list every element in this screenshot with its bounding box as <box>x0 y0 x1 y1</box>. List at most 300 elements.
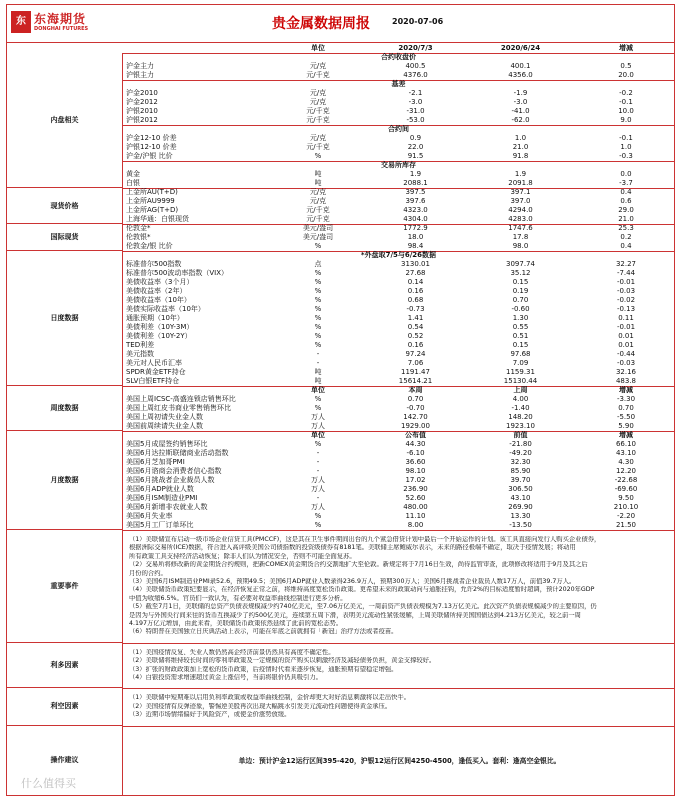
table-row <box>123 287 674 296</box>
current-value: 0.54 <box>407 323 424 331</box>
current-value: 480.00 <box>403 503 428 511</box>
table-row <box>123 233 674 242</box>
previous-value: 32.30 <box>510 458 531 466</box>
metric-name: 美债利差（10Y-3M） <box>126 323 194 331</box>
table-row <box>123 341 674 350</box>
current-value: 400.5 <box>405 62 426 70</box>
change-value: -5.50 <box>616 413 636 421</box>
previous-value: 1923.10 <box>506 422 535 430</box>
table-row <box>123 485 674 494</box>
unit: - <box>316 494 320 502</box>
current-value: 27.68 <box>405 269 426 277</box>
change-value: 483.8 <box>615 377 637 385</box>
category-label: 内盘相关 <box>7 53 123 188</box>
previous-value: 98.0 <box>512 242 529 250</box>
change-value: 32.16 <box>615 368 637 376</box>
previous-value: 397.0 <box>510 197 531 205</box>
column-header <box>123 386 674 395</box>
current-value: 98.10 <box>405 467 426 475</box>
metric-name: TED利差 <box>126 341 155 349</box>
previous-value: 91.8 <box>512 152 529 160</box>
metric-name: 沪金2010 <box>126 89 158 97</box>
change-value: 0.4 <box>620 188 632 196</box>
unit: - <box>316 350 320 358</box>
text-line: 4.197万亿元增加，由此来看，美联储货币政策依然延续了此前的宽松态势。 <box>129 620 343 628</box>
metric-name: 上金所AG(T+D) <box>126 206 179 214</box>
current-value: 4304.0 <box>403 215 428 223</box>
previous-value: 4.00 <box>512 395 529 403</box>
change-value: -0.44 <box>616 350 636 358</box>
column-header-cell: 单位 <box>311 386 325 394</box>
current-value: 0.16 <box>407 341 424 349</box>
current-value: 52.60 <box>405 494 426 502</box>
unit: 吨 <box>314 368 322 376</box>
table-row <box>123 170 674 179</box>
category-label: 月度数据 <box>7 431 123 530</box>
previous-value: -62.0 <box>511 116 530 124</box>
table-row <box>123 503 674 512</box>
current-value: 1.9 <box>409 170 422 178</box>
text-line: 所有政策工具支持经济活动恢复；除非人们认为情况安全，否则不可能全面复苏。 <box>129 552 356 560</box>
previous-value: 4356.0 <box>508 71 533 79</box>
current-value: -53.0 <box>406 116 425 124</box>
current-value: 1.41 <box>407 314 424 322</box>
table-row <box>123 467 674 476</box>
change-value: 0.4 <box>620 242 632 250</box>
table-row <box>123 197 674 206</box>
previous-value: 97.68 <box>510 350 531 358</box>
report-title: 贵金属数据周报 <box>272 16 370 32</box>
change-value: 32.27 <box>615 260 637 268</box>
current-value: 98.4 <box>407 242 424 250</box>
change-value: 0.6 <box>620 197 632 205</box>
current-value: 17.02 <box>405 476 426 484</box>
text-block-bullish <box>123 688 674 725</box>
metric-name: 黄金 <box>126 170 140 178</box>
change-value: 25.3 <box>618 224 634 232</box>
change-value: 0.2 <box>620 233 632 241</box>
change-value: 10.0 <box>618 107 634 115</box>
previous-value: 15130.44 <box>503 377 538 385</box>
metric-name: 沪金12-10 价差 <box>126 134 177 142</box>
unit: % <box>314 323 322 331</box>
change-value: 5.90 <box>618 422 634 430</box>
current-value: 7.06 <box>407 359 424 367</box>
metric-name: 美元对人民币汇率 <box>126 359 182 367</box>
metric-name: 美国上周红皮书商业零售销售环比 <box>126 404 231 412</box>
metric-name: 美债收益率（2年） <box>126 287 187 295</box>
text-line: （2）美联储将维持较长时间的零利率政策及一定规模的资产购买以刺激经济及减轻债务负担，黄金支撑较好。 <box>129 657 436 665</box>
current-value: -0.73 <box>406 305 425 313</box>
current-value: 236.90 <box>403 485 428 493</box>
table-row <box>123 404 674 413</box>
metric-name: SPDR黄金ETF持仓 <box>126 368 186 376</box>
current-value: 1191.47 <box>401 368 430 376</box>
current-value: -2.1 <box>408 89 423 97</box>
table-row <box>123 377 674 386</box>
current-value: 22.0 <box>407 143 424 151</box>
report-page <box>6 4 675 796</box>
table-row <box>123 107 674 116</box>
table-row <box>123 395 674 404</box>
metric-name: 美国5月成屋签约销售环比 <box>126 440 208 448</box>
table-row <box>123 440 674 449</box>
table-row <box>123 512 674 521</box>
metric-name: 伦敦金/银 比价 <box>126 242 173 250</box>
table-row <box>123 368 674 377</box>
current-value: 11.10 <box>405 512 426 520</box>
category-label: 现货价格 <box>7 188 123 224</box>
current-value: 91.5 <box>407 152 424 160</box>
text-line: （1）美联储宣布启动一级市场企业信贷工具(PMCCF)，这是其在卫生事件期间出台的九个紧急借贷计划中最后一个开始运作的计划。该工具直接向发行人购买企业债券， <box>129 536 601 543</box>
metric-name: 美国5月工厂订单环比 <box>126 521 194 529</box>
table-row <box>123 260 674 269</box>
change-value: 9.0 <box>620 116 632 124</box>
table-row <box>123 422 674 431</box>
metric-name: 美债收益率（10年） <box>126 296 191 304</box>
unit: 万人 <box>311 476 325 484</box>
current-value: -31.0 <box>406 107 425 115</box>
table-row <box>123 143 674 152</box>
current-value: 397.5 <box>405 188 426 196</box>
column-header-cell: 本周 <box>408 386 423 394</box>
unit: % <box>314 521 322 529</box>
section-title: 合约收盘价 <box>381 53 416 61</box>
unit: % <box>314 287 322 295</box>
text-block-events <box>123 530 674 643</box>
logo-name-cn: 东海期货 <box>34 12 87 26</box>
metric-name: 美债利差（10Y-2Y） <box>126 332 192 340</box>
logo-mark: 东 <box>11 11 31 33</box>
previous-value: 1159.31 <box>506 368 535 376</box>
table-row <box>123 62 674 71</box>
category-label: 利空因素 <box>7 688 123 725</box>
column-header <box>123 431 674 440</box>
category-label: 周度数据 <box>7 386 123 431</box>
previous-value: -49.20 <box>509 449 532 457</box>
logo-name-en: DONGHAI FUTURES <box>34 26 89 32</box>
change-value: 66.10 <box>615 440 637 448</box>
unit: 万人 <box>311 503 325 511</box>
previous-value: 400.1 <box>510 62 531 70</box>
change-value: 1.0 <box>620 143 632 151</box>
metric-name: 美国前周续请失业金人数 <box>126 422 203 430</box>
change-value: 9.50 <box>618 494 634 502</box>
table-row <box>123 332 674 341</box>
current-value: 0.70 <box>407 395 424 403</box>
current-value: 15614.21 <box>398 377 433 385</box>
table-row <box>123 242 674 251</box>
text-line: （6）特朗普在美国独立日庆典活动上表示，可能在年底之前就拥有「新冠」治疗方法或者疫苗。 <box>129 628 398 636</box>
previous-value: 0.51 <box>512 332 529 340</box>
previous-value: -0.60 <box>511 305 530 313</box>
previous-value: 43.10 <box>510 494 531 502</box>
previous-value: 269.90 <box>508 503 533 511</box>
text-line: （5）截至7月1日，美联储的总资产负债表规模减少约740亿美元，至7.06万亿美元，一周前资产负债表规模为7.13万亿美元。此次资产负债表规模减少的主要原因，仍 <box>129 603 597 611</box>
table-row <box>123 215 674 224</box>
change-value: -0.02 <box>616 296 636 304</box>
advice-text: 单边：预计沪金12运行区间395-420，沪银12运行区间4250-4500，逢低买入。套利：逢高空金银比。 <box>238 756 561 765</box>
unit: % <box>314 512 322 520</box>
category-label: 利多因素 <box>7 643 123 689</box>
unit: - <box>316 458 320 466</box>
text-block-bearish <box>123 643 674 689</box>
category-label: 日度数据 <box>7 251 123 386</box>
change-value: 0.01 <box>618 341 634 349</box>
metric-name: 美债收益率（3个月） <box>126 278 194 286</box>
text-line: （2）美国疫情有反弹迹象，警惕逆美股再次出现大幅跳水引发美元流动性问题使得黄金承压。 <box>129 702 392 710</box>
metric-name: 美元指数 <box>126 350 154 358</box>
current-value: 0.16 <box>407 287 424 295</box>
previous-value: 1747.6 <box>508 224 533 232</box>
change-value: 21.50 <box>615 521 637 529</box>
current-value: 2088.1 <box>403 179 428 187</box>
previous-value: 2091.8 <box>508 179 533 187</box>
table-row <box>123 134 674 143</box>
previous-value: 0.15 <box>512 341 529 349</box>
metric-name: 伦敦金* <box>126 224 151 232</box>
current-value: 36.60 <box>405 458 426 466</box>
change-value: 210.10 <box>613 503 639 511</box>
table-row <box>123 278 674 287</box>
change-value: 4.30 <box>618 458 634 466</box>
unit: % <box>314 440 322 448</box>
unit: 吨 <box>314 170 322 178</box>
table-row <box>123 98 674 107</box>
previous-value: 0.55 <box>512 323 529 331</box>
metric-name: 美国6月芝加哥PMI <box>126 458 185 466</box>
change-value: -0.2 <box>619 89 633 97</box>
section-title: 基差 <box>391 80 406 88</box>
unit: % <box>314 296 322 304</box>
previous-value: 4294.0 <box>508 206 533 214</box>
change-value: 0.70 <box>618 404 634 412</box>
current-value: 1929.00 <box>401 422 430 430</box>
change-value: -3.30 <box>616 395 636 403</box>
text-line: （1）美国疫情反复、失业人数仍然高企经济前景仍然具有高度不确定性。 <box>129 648 335 656</box>
text-line: （4）白银投资需求增速超过黄金上涨信号，当前将银价仍具吸引力。 <box>129 674 322 682</box>
current-value: 1772.9 <box>403 224 428 232</box>
unit: % <box>314 278 322 286</box>
unit: 元/克 <box>309 62 327 70</box>
current-value: 4323.0 <box>403 206 428 214</box>
unit: 吨 <box>314 377 322 385</box>
category-label: 重要事件 <box>7 530 123 643</box>
metric-name: 沪银2010 <box>126 107 158 115</box>
metric-name: 标准普尔500波动率指数（VIX） <box>126 269 229 277</box>
unit: 元/克 <box>309 98 327 106</box>
table-row <box>123 413 674 422</box>
change-value: -0.01 <box>616 323 636 331</box>
unit: 元/千克 <box>306 143 330 151</box>
unit: - <box>316 359 320 367</box>
table-row <box>123 476 674 485</box>
change-value: 12.20 <box>615 467 637 475</box>
previous-value: 0.70 <box>512 296 529 304</box>
table-row <box>123 116 674 125</box>
change-value: -22.68 <box>614 476 638 484</box>
unit: 元/克 <box>309 89 327 97</box>
previous-value: 85.90 <box>510 467 531 475</box>
table-row <box>123 305 674 314</box>
metric-name: 沪银12-10 价差 <box>126 143 177 151</box>
change-value: -0.1 <box>619 98 633 106</box>
table-row <box>123 89 674 98</box>
unit: % <box>314 341 322 349</box>
metric-name: 美国6月新增非农就业人数 <box>126 503 208 511</box>
text-line: （1）美联储中短期难以启用负利率政策或收益率曲线控制，金价却更大对好消息刺激将以走出快牛。 <box>129 694 411 702</box>
metric-name: 美国6月挑战者企业裁员人数 <box>126 476 215 484</box>
current-value: -3.0 <box>408 98 423 106</box>
previous-value: -13.50 <box>509 521 532 529</box>
previous-value: 1.30 <box>512 314 529 322</box>
text-line: 根据洲际交易所(ICE)数据，符合进入高评级美国公司债指数的投资级债券有8181笔。美联储主席鲍威尔表示，未来的路径极端不确定，取决于疫情发展；将动用 <box>129 544 576 552</box>
metric-name: 美国6月ADP就业人数 <box>126 485 194 493</box>
previous-value: 0.15 <box>512 278 529 286</box>
change-value: 43.10 <box>615 449 637 457</box>
metric-name: 沪金2012 <box>126 98 158 106</box>
column-header-cell: 2020/7/3 <box>398 44 433 52</box>
previous-value: 0.19 <box>512 287 529 295</box>
table-row <box>123 314 674 323</box>
column-header-cell: 增减 <box>619 44 633 52</box>
metric-name: 美国6月ISM制造业PMI <box>126 494 198 502</box>
unit: 美元/盎司 <box>302 233 334 241</box>
unit: - <box>316 449 320 457</box>
unit: 美元/盎司 <box>302 224 334 232</box>
metric-name: 美国6月谘商会消费者信心指数 <box>126 467 222 475</box>
current-value: -6.10 <box>406 449 425 457</box>
current-value: 0.9 <box>409 134 422 142</box>
current-value: 44.30 <box>405 440 426 448</box>
previous-value: 21.0 <box>512 143 529 151</box>
text-line: （3）美国6月ISM制造业PMI录52.6，预期49.5；美国6月ADP就业人数录得236.9万人，预期300万人；美国6月挑战者企业裁员人数17万人，前值39.7万人。 <box>129 578 576 586</box>
previous-value: 13.30 <box>510 512 531 520</box>
previous-value: 7.09 <box>512 359 529 367</box>
previous-value: 1.0 <box>514 134 527 142</box>
report-table <box>7 44 674 796</box>
unit: 万人 <box>311 413 325 421</box>
unit: 元/克 <box>309 197 327 205</box>
unit: 元/千克 <box>306 206 330 214</box>
section-title: *外盘取7/5与6/26数据 <box>360 251 437 259</box>
category-label: 操作建议 <box>7 726 123 796</box>
text-line: （4）美联储货币政策纪要显示，在经济恢复正常之前，将维持高度宽松货币政策。更希望未来的政策动向与通胀挂钩，允许2%的目标适度暂时超调，预计2020年GDP <box>129 586 595 594</box>
unit: % <box>314 152 322 160</box>
report-header <box>7 5 674 43</box>
change-value: -0.01 <box>616 278 636 286</box>
unit: 元/千克 <box>306 71 330 79</box>
column-header-cell: 增减 <box>619 431 633 439</box>
text-line: （2）交易所将修改新的黄金期货合约规则，把新COMEX黄金期货合约交割地扩大至伦敦。新规定将于7月16日生效，尚待监管审查，此项修改将适用于9月及其之后 <box>129 561 588 569</box>
table-row <box>123 350 674 359</box>
unit: % <box>314 395 322 403</box>
table-row <box>123 494 674 503</box>
previous-value: 397.1 <box>510 188 531 196</box>
table-row <box>123 179 674 188</box>
previous-value: -1.9 <box>513 89 528 97</box>
text-line: （3）扩张的财政政策加上宽松的货币政策，后疫情时代看来逐步恢复，通胀预期有望稳定增强。 <box>129 665 398 673</box>
change-value: 0.0 <box>620 170 632 178</box>
metric-name: SLV白银ETF持仓 <box>126 377 180 385</box>
table-row <box>123 188 674 197</box>
change-value: -3.7 <box>619 179 633 187</box>
text-line: 月份的合约。 <box>129 569 167 577</box>
previous-value: 35.12 <box>510 269 531 277</box>
metric-name: 沪银2012 <box>126 116 158 124</box>
metric-name: 美国6月失业率 <box>126 512 173 520</box>
column-header-cell: 公布值 <box>405 431 426 439</box>
table-row <box>123 269 674 278</box>
metric-name: 上金所AU9999 <box>126 197 175 205</box>
previous-value: 39.70 <box>510 476 531 484</box>
change-value: 20.0 <box>618 71 634 79</box>
current-value: 397.6 <box>405 197 426 205</box>
previous-value: 148.20 <box>508 413 533 421</box>
current-value: 3130.01 <box>401 260 430 268</box>
unit: - <box>316 467 320 475</box>
watermark: 什么值得买 <box>21 777 76 790</box>
metric-name: 上海华通：白银现货 <box>126 215 189 223</box>
metric-name: 伦敦银* <box>126 233 151 241</box>
unit: 万人 <box>311 422 325 430</box>
metric-name: 沪金主力 <box>126 62 154 70</box>
change-value: 29.0 <box>618 206 634 214</box>
column-header <box>123 44 674 53</box>
metric-name: 通胀预期（10年） <box>126 314 184 322</box>
previous-value: 4283.0 <box>508 215 533 223</box>
table-row <box>123 458 674 467</box>
report-date: 2020-07-06 <box>392 17 444 26</box>
change-value: 0.11 <box>618 314 634 322</box>
change-value: 0.01 <box>618 332 634 340</box>
current-value: 8.00 <box>407 521 424 529</box>
current-value: 18.0 <box>407 233 424 241</box>
previous-value: -3.0 <box>513 98 528 106</box>
previous-value: -41.0 <box>511 107 530 115</box>
table-row <box>123 152 674 161</box>
text-line: （3）近期市场情绪偏好于风险资产，或使金价涨势放缓。 <box>129 711 291 719</box>
metric-name: 沪银主力 <box>126 71 154 79</box>
metric-name: 上金所AU(T+D) <box>126 188 178 196</box>
table-row <box>123 449 674 458</box>
metric-name: 美国6月达拉斯联储商业活动指数 <box>126 449 229 457</box>
table-row <box>123 224 674 233</box>
unit: 吨 <box>314 179 322 187</box>
change-value: -69.60 <box>614 485 638 493</box>
change-value: -0.03 <box>616 287 636 295</box>
change-value: 21.0 <box>618 215 634 223</box>
change-value: 0.5 <box>620 62 632 70</box>
unit: % <box>314 314 322 322</box>
category-label: 国际现货 <box>7 224 123 251</box>
unit: % <box>314 242 322 250</box>
change-value: -7.44 <box>616 269 636 277</box>
previous-value: 17.8 <box>512 233 529 241</box>
section-title: 交易所库存 <box>381 161 416 169</box>
metric-name: 美债实际收益率（10年） <box>126 305 205 313</box>
current-value: 0.52 <box>407 332 424 340</box>
unit: % <box>314 305 322 313</box>
current-value: 97.24 <box>405 350 426 358</box>
company-logo <box>11 11 91 38</box>
unit: % <box>314 269 322 277</box>
table-row <box>123 359 674 368</box>
previous-value: 306.50 <box>508 485 533 493</box>
previous-value: 3097.74 <box>506 260 535 268</box>
change-value: -0.13 <box>616 305 636 313</box>
current-value: 0.14 <box>407 278 424 286</box>
